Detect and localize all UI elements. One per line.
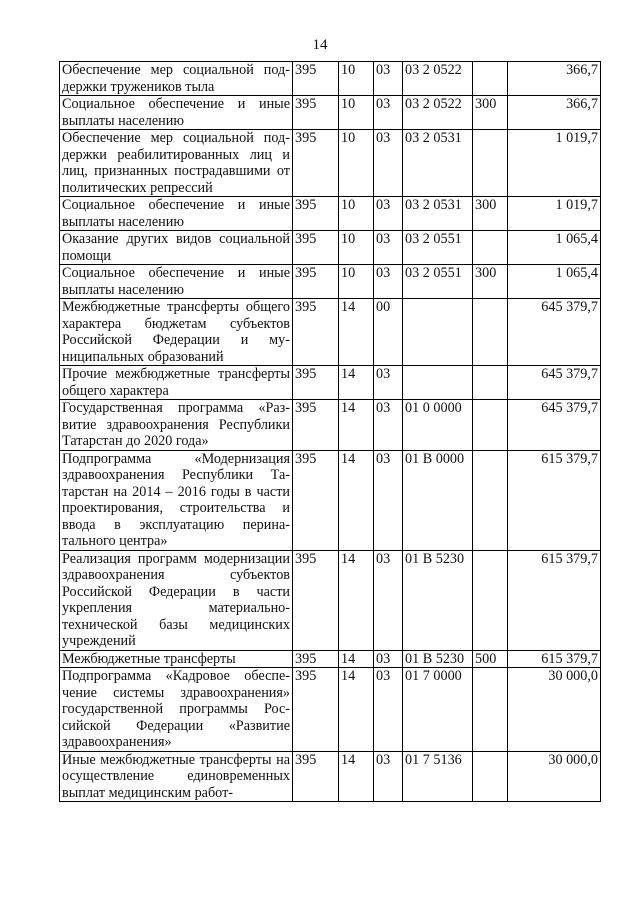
section-code-cell: 10 xyxy=(339,96,374,130)
amount-cell: 645 379,7 xyxy=(508,299,601,366)
table-row xyxy=(60,450,601,550)
subsection-code-cell: 03 xyxy=(374,550,403,650)
ministry-code-cell: 395 xyxy=(293,366,339,400)
item-name-cell: Межбюджетные трансферты общего характера бюджетам субъектов Российской Федерации и муниципальных образований xyxy=(60,299,293,366)
budget-table-body xyxy=(60,62,601,802)
section-code-cell: 14 xyxy=(339,668,374,752)
ministry-code-cell: 395 xyxy=(293,450,339,550)
expense-type-code-cell xyxy=(473,299,508,366)
page-number: 14 xyxy=(312,37,328,53)
target-article-code-cell: 01 В 0000 xyxy=(403,450,473,550)
item-name-cell: Подпрограмма «Кадровое обеспечение системы здравоохранения» государственной программы Российской Федерации «Развитие здравоохранения» xyxy=(60,668,293,752)
section-code-cell: 14 xyxy=(339,400,374,451)
table-row xyxy=(60,650,601,668)
subsection-code-cell: 03 xyxy=(374,130,403,197)
ministry-code-cell: 395 xyxy=(293,550,339,650)
amount-cell: 645 379,7 xyxy=(508,366,601,400)
expense-type-code-cell: 500 xyxy=(473,650,508,668)
amount-cell: 366,7 xyxy=(508,62,601,96)
amount-cell: 30 000,0 xyxy=(508,668,601,752)
expense-type-code-cell xyxy=(473,130,508,197)
table-row xyxy=(60,668,601,752)
table-row xyxy=(60,265,601,299)
table-row xyxy=(60,366,601,400)
amount-cell: 615 379,7 xyxy=(508,650,601,668)
table-row xyxy=(60,197,601,231)
ministry-code-cell: 395 xyxy=(293,265,339,299)
table-row xyxy=(60,550,601,650)
ministry-code-cell: 395 xyxy=(293,650,339,668)
amount-cell: 1 065,4 xyxy=(508,231,601,265)
subsection-code-cell: 03 xyxy=(374,265,403,299)
ministry-code-cell: 395 xyxy=(293,751,339,802)
amount-cell: 366,7 xyxy=(508,96,601,130)
item-name-cell: Иные межбюджетные трансферты на осуществление единовременных выплат медицинским работ- xyxy=(60,751,293,802)
section-code-cell: 10 xyxy=(339,197,374,231)
subsection-code-cell: 03 xyxy=(374,650,403,668)
amount-cell: 30 000,0 xyxy=(508,751,601,802)
table-row xyxy=(60,299,601,366)
expense-type-code-cell xyxy=(473,62,508,96)
target-article-code-cell: 01 7 0000 xyxy=(403,668,473,752)
target-article-code-cell: 01 7 5136 xyxy=(403,751,473,802)
amount-cell: 645 379,7 xyxy=(508,400,601,451)
table-row xyxy=(60,62,601,96)
ministry-code-cell: 395 xyxy=(293,299,339,366)
amount-cell: 1 019,7 xyxy=(508,130,601,197)
item-name-cell: Социальное обеспечение и иные выплаты населению xyxy=(60,96,293,130)
ministry-code-cell: 395 xyxy=(293,130,339,197)
subsection-code-cell: 03 xyxy=(374,96,403,130)
subsection-code-cell: 03 xyxy=(374,197,403,231)
item-name-cell: Социальное обеспечение и иные выплаты населению xyxy=(60,265,293,299)
subsection-code-cell: 03 xyxy=(374,668,403,752)
item-name-cell: Обеспечение мер социальной поддержки тружеников тыла xyxy=(60,62,293,96)
item-name-cell: Прочие межбюджетные трансферты общего характера xyxy=(60,366,293,400)
expense-type-code-cell: 300 xyxy=(473,197,508,231)
section-code-cell: 14 xyxy=(339,450,374,550)
table-row xyxy=(60,231,601,265)
target-article-code-cell: 03 2 0531 xyxy=(403,197,473,231)
expense-type-code-cell xyxy=(473,751,508,802)
ministry-code-cell: 395 xyxy=(293,62,339,96)
ministry-code-cell: 395 xyxy=(293,668,339,752)
subsection-code-cell: 03 xyxy=(374,231,403,265)
amount-cell: 1 065,4 xyxy=(508,265,601,299)
item-name-cell: Подпрограмма «Модернизация здравоохранения Республики Татарстан на 2014 – 2016 годы в части проектирования, строительства и ввода в эксплуатацию перинатального центра» xyxy=(60,450,293,550)
item-name-cell: Межбюджетные трансферты xyxy=(60,650,293,668)
expense-type-code-cell xyxy=(473,231,508,265)
expense-type-code-cell xyxy=(473,366,508,400)
section-code-cell: 14 xyxy=(339,650,374,668)
section-code-cell: 14 xyxy=(339,366,374,400)
amount-cell: 615 379,7 xyxy=(508,550,601,650)
subsection-code-cell: 00 xyxy=(374,299,403,366)
section-code-cell: 10 xyxy=(339,62,374,96)
target-article-code-cell: 03 2 0522 xyxy=(403,96,473,130)
subsection-code-cell: 03 xyxy=(374,400,403,451)
target-article-code-cell xyxy=(403,299,473,366)
ministry-code-cell: 395 xyxy=(293,197,339,231)
expense-type-code-cell: 300 xyxy=(473,96,508,130)
subsection-code-cell: 03 xyxy=(374,751,403,802)
table-row xyxy=(60,400,601,451)
target-article-code-cell: 01 В 5230 xyxy=(403,650,473,668)
item-name-cell: Социальное обеспечение и иные выплаты населению xyxy=(60,197,293,231)
table-row xyxy=(60,96,601,130)
item-name-cell: Обеспечение мер социальной поддержки реабилитированных лиц и лиц, признанных пострадавшими от политических репрессий xyxy=(60,130,293,197)
subsection-code-cell: 03 xyxy=(374,62,403,96)
target-article-code-cell: 03 2 0531 xyxy=(403,130,473,197)
amount-cell: 1 019,7 xyxy=(508,197,601,231)
section-code-cell: 14 xyxy=(339,299,374,366)
item-name-cell: Оказание других видов социальной помощи xyxy=(60,231,293,265)
expense-type-code-cell xyxy=(473,668,508,752)
ministry-code-cell: 395 xyxy=(293,231,339,265)
table-row xyxy=(60,751,601,802)
expense-type-code-cell xyxy=(473,550,508,650)
target-article-code-cell: 01 0 0000 xyxy=(403,400,473,451)
section-code-cell: 10 xyxy=(339,231,374,265)
expense-type-code-cell xyxy=(473,400,508,451)
target-article-code-cell xyxy=(403,366,473,400)
amount-cell: 615 379,7 xyxy=(508,450,601,550)
target-article-code-cell: 03 2 0522 xyxy=(403,62,473,96)
subsection-code-cell: 03 xyxy=(374,450,403,550)
section-code-cell: 14 xyxy=(339,751,374,802)
expense-type-code-cell xyxy=(473,450,508,550)
item-name-cell: Реализация программ модернизации здравоохранения субъектов Российской Федерации в части укрепления материально-технической базы медицинских учреждений xyxy=(60,550,293,650)
section-code-cell: 10 xyxy=(339,130,374,197)
target-article-code-cell: 03 2 0551 xyxy=(403,265,473,299)
ministry-code-cell: 395 xyxy=(293,400,339,451)
target-article-code-cell: 03 2 0551 xyxy=(403,231,473,265)
expense-type-code-cell: 300 xyxy=(473,265,508,299)
budget-table xyxy=(59,61,601,802)
section-code-cell: 14 xyxy=(339,550,374,650)
item-name-cell: Государственная программа «Развитие здравоохранения Республики Татарстан до 2020 года» xyxy=(60,400,293,451)
ministry-code-cell: 395 xyxy=(293,96,339,130)
table-row xyxy=(60,130,601,197)
target-article-code-cell: 01 В 5230 xyxy=(403,550,473,650)
section-code-cell: 10 xyxy=(339,265,374,299)
subsection-code-cell: 03 xyxy=(374,366,403,400)
